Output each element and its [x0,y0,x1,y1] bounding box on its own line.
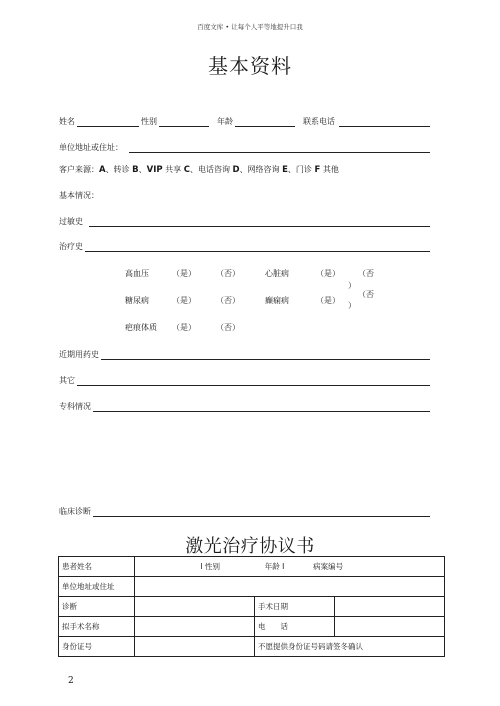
allergy-label: 过敏史 [59,217,83,226]
source-text-c: 、电话咨询 [189,165,230,174]
history-epilepsy: 癫痫病 [265,296,289,305]
other-label: 其它 [59,376,75,385]
source-text-e: 、门诊 [287,165,312,174]
source-text-f: 其他 [322,165,339,174]
scar-yes[interactable]: （是） [172,323,196,332]
source-text-d: 、网络咨询 [239,165,280,174]
protocol-phone-field[interactable] [335,617,445,637]
heart-no[interactable]: （否 [358,269,374,278]
patient-name-label: 患者姓名 [59,557,135,577]
source-option-c[interactable]: C [183,165,190,175]
address-label: 单位地址或住址： [59,143,123,152]
protocol-table [58,556,445,657]
table-row [59,577,445,597]
table-row [59,597,445,617]
recent-meds-label: 近期用药史 [59,350,99,359]
source-option-d[interactable]: D [232,165,240,175]
recent-meds-field[interactable] [101,350,430,360]
recent-meds-row [59,346,430,360]
history-heart: 心脏病 [265,269,289,278]
phone-label: 联系电话 [303,117,335,126]
gender-field[interactable] [159,117,209,127]
customer-source [59,164,339,175]
diabetes-yes[interactable]: （是） [172,296,196,305]
treatment-field[interactable] [85,242,430,252]
patient-info-cell[interactable] [135,557,445,577]
source-label: 客户来源： [59,165,99,174]
history-scar: 疤痕体质 [125,323,157,332]
surgery-name-label: 拟手术名称 [59,617,135,637]
protocol-diagnosis-field[interactable] [135,597,255,617]
table-row [59,617,445,637]
specialist-field[interactable] [93,402,430,412]
diabetes-no[interactable]: （否） [216,296,240,305]
other-row [59,372,430,386]
history-diabetes: 糖尿病 [125,296,149,305]
scar-no[interactable]: （否） [216,323,240,332]
source-option-a[interactable]: A [99,165,106,175]
heart-no-close: ） [348,281,356,290]
id-number-field[interactable] [135,637,255,657]
history-hypertension: 高血压 [125,269,149,278]
treatment-label: 治疗史 [59,242,83,251]
epilepsy-no[interactable]: （否 [358,290,374,299]
gender-label: 性别 [141,117,157,126]
other-field[interactable] [77,376,430,386]
diagnosis-row [59,503,430,517]
table-row [59,637,445,657]
protocol-age-label: 年龄 I [264,562,285,571]
basic-info-row [59,113,430,127]
address-field[interactable] [129,143,430,153]
protocol-address-field[interactable] [135,577,445,597]
id-number-note: 不愿提供身份证号码请签冬确认 [255,637,445,657]
allergy-field[interactable] [89,217,430,227]
hypertension-no[interactable]: （否） [216,269,240,278]
surgery-date-field[interactable] [335,597,445,617]
epilepsy-yes[interactable]: （是） [316,296,340,305]
table-row [59,557,445,577]
id-number-label: 身份证号 [59,637,135,657]
address-row [59,139,430,153]
heart-yes[interactable]: （是） [316,269,340,278]
name-label: 姓名 [59,117,75,126]
header-note: 百度文库 • 让每个人平等地提升口我 [197,23,303,31]
surgery-name-field[interactable] [135,617,255,637]
page-title: 基本资料 [208,54,292,78]
source-text-vip: 共享 [165,165,182,174]
allergy-row [59,213,430,227]
surgery-date-label: 手术日期 [255,597,335,617]
source-option-f[interactable]: F [314,165,321,175]
protocol-gender-label: I 性别 [200,562,220,571]
specialist-label: 专科情况 [59,402,91,411]
record-number-label: 病案编号 [313,562,344,571]
protocol-phone-label: 电 话 [255,617,335,637]
age-label: 年龄 [217,117,233,126]
source-option-vip[interactable]: VIP [146,165,163,175]
name-field[interactable] [77,117,139,127]
protocol-address-label: 单位地址或住址 [59,577,135,597]
treatment-row [59,238,430,252]
source-option-e[interactable]: E [282,165,288,175]
protocol-title: 激光治疗协议书 [185,536,315,557]
source-text-a: 、转诊 [105,165,130,174]
diagnosis-label: 临床诊断 [59,507,91,516]
protocol-diagnosis-label: 诊断 [59,597,135,617]
diagnosis-field[interactable] [93,507,430,517]
source-option-b[interactable]: B [132,165,139,175]
hypertension-yes[interactable]: （是） [172,269,196,278]
phone-field[interactable] [339,117,430,127]
age-field[interactable] [235,117,295,127]
specialist-row [59,398,430,412]
source-text-b: 、 [138,165,147,174]
page-number: 2 [68,676,74,686]
epilepsy-no-close: ） [348,301,356,310]
basic-situation-label: 基本情况： [59,191,99,200]
